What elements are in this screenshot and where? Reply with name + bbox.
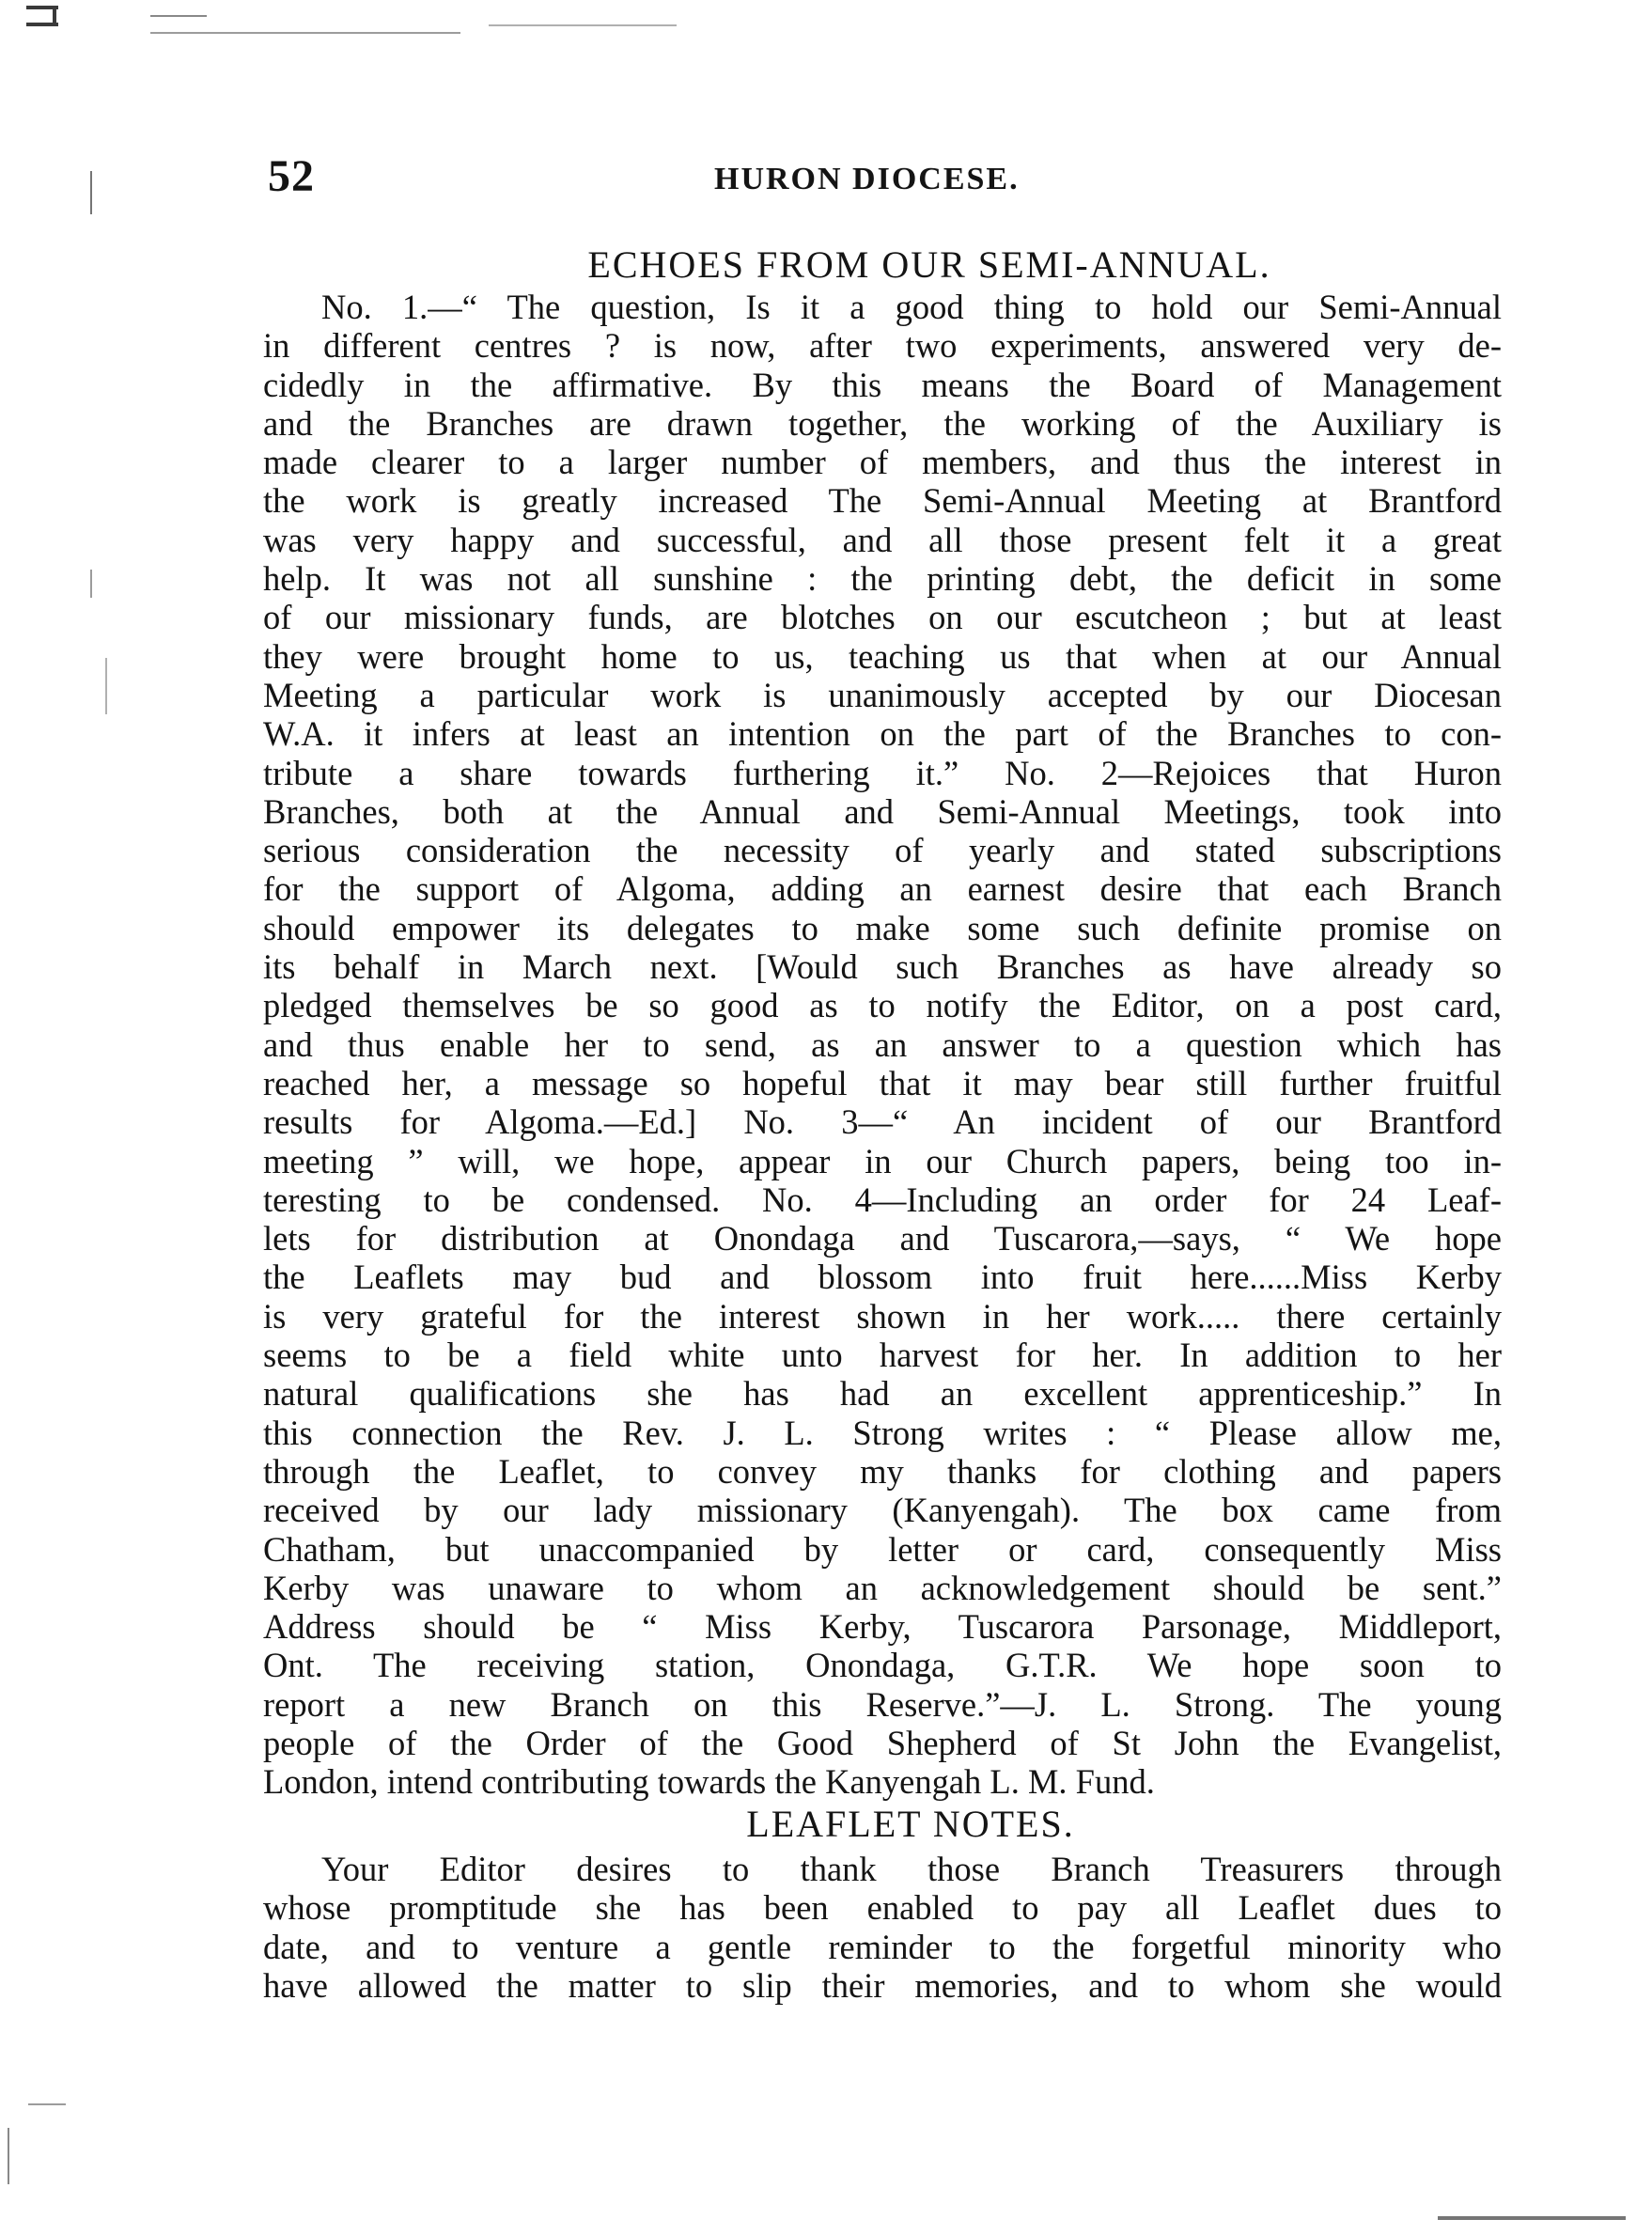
scan-mark xyxy=(53,6,56,26)
text-line: report a new Branch on this Reserve.”—J. L. Strong. The young xyxy=(263,1684,1502,1724)
text-line: seems to be a field white unto harvest for her. In addition to her xyxy=(263,1336,1502,1375)
text-line: Kerby was unaware to whom an acknowledgement should be sent.” xyxy=(263,1568,1502,1607)
text-line: date, and to venture a gentle reminder to the forgetful minority who xyxy=(263,1927,1502,1966)
text-line: in different centres ? is now, after two experiments, answered very de- xyxy=(263,326,1502,366)
text-line: this connection the Rev. J. L. Strong writes : “ Please allow me, xyxy=(263,1413,1502,1452)
text-line: tribute a share towards furthering it.” No. 2—Rejoices that Huron xyxy=(263,753,1502,792)
text-line: through the Leaflet, to convey my thanks for clothing and papers xyxy=(263,1451,1502,1491)
text-line: and thus enable her to send, as an answer to a question which has xyxy=(263,1024,1502,1064)
section-title-leaflet-notes: LEAFLET NOTES. xyxy=(746,1803,1075,1845)
text-line: pledged themselves be so good as to notify the Editor, on a post card, xyxy=(263,986,1502,1025)
text-line: Address should be “ Miss Kerby, Tuscarora Parsonage, Middleport, xyxy=(263,1607,1502,1647)
text-line: London, intend contributing towards the Kanyengah L. M. Fund. xyxy=(263,1762,1155,1802)
text-line: for the support of Algoma, adding an earnest desire that each Branch xyxy=(263,869,1502,909)
text-line: of our missionary funds, are blotches on our escutcheon ; but at least xyxy=(263,598,1502,637)
text-line: Your Editor desires to thank those Branch Treasurers through xyxy=(321,1850,1502,1888)
text-line: reached her, a message so hopeful that it may bear still further fruitful xyxy=(263,1063,1502,1102)
section-title-echoes: ECHOES FROM OUR SEMI-ANNUAL. xyxy=(587,243,1271,286)
text-line: cidedly in the affirmative. By this means the Board of Management xyxy=(263,365,1502,404)
text-line: Chatham, but unaccompanied by letter or card, consequently Miss xyxy=(263,1529,1502,1569)
scan-mark xyxy=(1438,2216,1626,2220)
text-line: made clearer to a larger number of members, and thus the interest in xyxy=(263,443,1502,482)
scan-mark xyxy=(150,15,207,17)
scan-mark xyxy=(489,24,677,26)
text-line: natural qualifications she has had an excellent apprenticeship.” In xyxy=(263,1374,1502,1414)
text-line: meeting ” will, we hope, appear in our Church papers, being too in- xyxy=(263,1141,1502,1180)
text-line: results for Algoma.—Ed.] No. 3—“ An incident of our Brantford xyxy=(263,1102,1502,1142)
text-line: is very grateful for the interest shown in her work..... there certainly xyxy=(263,1296,1502,1336)
text-line: serious consideration the necessity of yearly and stated subscriptions xyxy=(263,831,1502,870)
text-line: received by our lady missionary (Kanyengah). The box came from xyxy=(263,1491,1502,1530)
text-line: and the Branches are drawn together, the working of the Auxiliary is xyxy=(263,403,1502,443)
leaflet-notes-body xyxy=(263,1850,1502,2005)
text-line: its behalf in March next. [Would such Branches as have already so xyxy=(263,947,1502,987)
scan-mark xyxy=(90,570,92,598)
text-line: W.A. it infers at least an intention on the part of the Branches to con- xyxy=(263,714,1502,754)
text-line: No. 1.—“ The question, Is it a good thing to hold our Semi-Annual xyxy=(321,288,1502,326)
text-line: was very happy and successful, and all those present felt it a great xyxy=(263,520,1502,559)
scan-mark xyxy=(8,2128,9,2184)
text-line: they were brought home to us, teaching us that when at our Annual xyxy=(263,636,1502,676)
scan-mark xyxy=(150,32,460,34)
text-line: Branches, both at the Annual and Semi-Annual Meetings, took into xyxy=(263,791,1502,831)
text-line: the work is greatly increased The Semi-Annual Meeting at Brantford xyxy=(263,481,1502,521)
scan-mark xyxy=(90,171,92,214)
text-line: teresting to be condensed. No. 4—Including an order for 24 Leaf- xyxy=(263,1180,1502,1219)
text-line: the Leaflets may bud and blossom into fruit here......Miss Kerby xyxy=(263,1258,1502,1297)
text-line: Ont. The receiving station, Onondaga, G.T.R. We hope soon to xyxy=(263,1646,1502,1685)
text-line: should empower its delegates to make some such definite promise on xyxy=(263,908,1502,947)
echoes-body xyxy=(263,288,1502,1802)
text-line: have allowed the matter to slip their memories, and to whom she would xyxy=(263,1965,1502,2005)
text-line: lets for distribution at Onondaga and Tuscarora,—says, “ We hope xyxy=(263,1219,1502,1258)
scan-mark xyxy=(105,658,107,714)
scan-mark xyxy=(28,2103,66,2105)
text-line: people of the Order of the Good Shepherd of St John the Evangelist, xyxy=(263,1723,1502,1762)
text-line: whose promptitude she has been enabled to pay all Leaflet dues to xyxy=(263,1888,1502,1928)
page-number: 52 xyxy=(268,151,315,201)
text-line: Meeting a particular work is unanimously accepted by our Diocesan xyxy=(263,675,1502,714)
running-head: HURON DIOCESE. xyxy=(714,162,1020,196)
text-line: help. It was not all sunshine : the printing debt, the deficit in some xyxy=(263,559,1502,599)
